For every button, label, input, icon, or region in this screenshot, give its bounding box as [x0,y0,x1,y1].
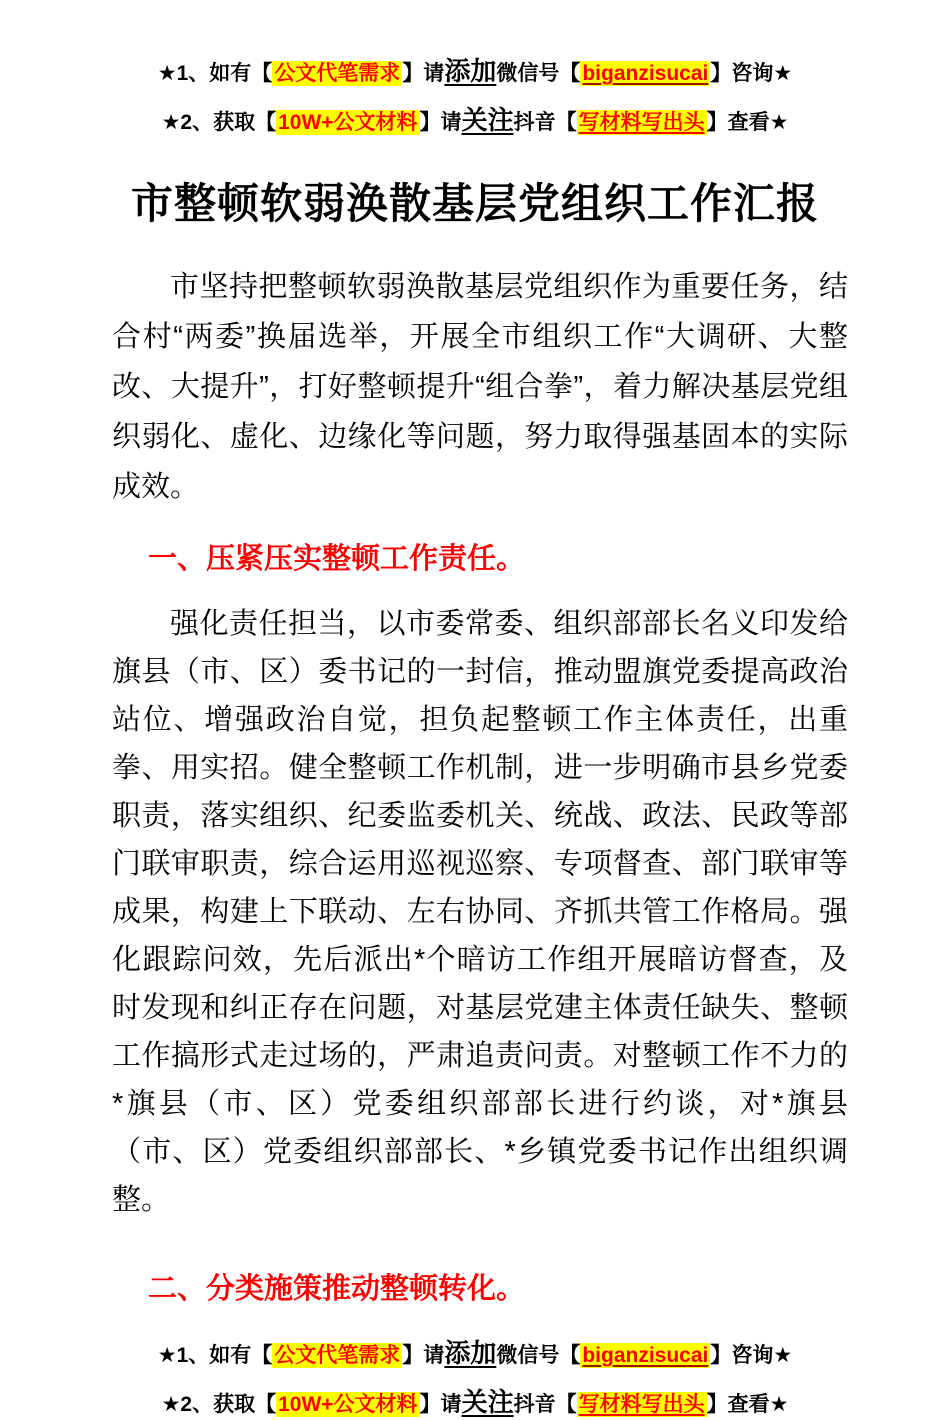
promo-text: 】查看★ [706,111,789,134]
douyin-name-highlight: 写材料写出头 [578,111,705,134]
promo-header [0,0,950,138]
promo-text: 抖音【 [513,111,577,134]
section-1-paragraph: 强化责任担当，以市委常委、组织部部长名义印发给旗县（市、区）委书记的一封信，推动盟旗党委提高政治站位、增强政治自觉，担负起整顿工作主体责任，出重拳、用实招。健全整顿工作机制，进一步明确市县乡党委职责，落实组织、纪委监委机关、统战、政法、民政等部门联审职责，综合运用巡视巡察、专项督查、部门联审等成果，构建上下联动、左右协同、齐抓共管工作格局。强化跟踪问效，先后派出*个暗访工作组开展暗访督查，及时发现和纠正存在问题，对基层党建主体责任缺失、整顿工作搞形式走过场的，严肃追责问责。对整顿工作不力的*旗县（市、区）党委组织部部长进行约谈，对*旗县（市、区）党委组织部部长、*乡镇党委书记作出组织调整。 [112,608,848,1216]
follow-action-emphasis: 关注 [461,105,514,135]
promo-text: 】请 [402,1344,445,1367]
promo-footer-line-1 [0,1338,950,1371]
promo-text: 】请 [419,1393,462,1416]
promo-text: ★2、获取【 [161,111,277,134]
promo-text: 抖音【 [513,1393,577,1416]
page-title: 市整顿软弱涣散基层党组织工作汇报 [130,180,819,227]
promo-footer-line-2 [0,1387,950,1420]
wechat-id-highlight: biganzisucai [582,62,709,85]
intro-paragraph: 市坚持把整顿软弱涣散基层党组织作为重要任务，结合村“两委”换届选举，开展全市组织工作“大调研、大整改、大提升”，打好整顿提升“组合拳”，着力解决基层党组织弱化、虚化、边缘化等问题，努力取得强基固本的实际成效。 [112,271,848,503]
promo-text: 】请 [402,62,445,85]
section-heading-2: 二、分类施策推动整顿转化。 [148,1273,526,1305]
service-need-highlight: 公文代笔需求 [274,62,401,85]
wechat-id-highlight: biganzisucai [582,1344,709,1367]
document-body [112,262,848,1314]
promo-text: 】查看★ [706,1393,789,1416]
material-offer-highlight: 10W+公文材料 [278,1393,418,1416]
add-action-emphasis: 添加 [444,56,497,86]
service-need-highlight: 公文代笔需求 [274,1344,401,1367]
material-offer-highlight: 10W+公文材料 [278,111,418,134]
promo-text: ★1、如有【 [157,1344,273,1367]
add-action-emphasis: 添加 [444,1338,497,1368]
promo-text: ★2、获取【 [161,1393,277,1416]
promo-header-line-2 [0,105,950,138]
section-heading-1: 一、压紧压实整顿工作责任。 [148,543,526,575]
promo-footer [0,1338,950,1420]
promo-text: 微信号【 [496,1344,581,1367]
promo-header-line-1 [0,56,950,89]
promo-text: ★1、如有【 [157,62,273,85]
douyin-name-highlight: 写材料写出头 [578,1393,705,1416]
follow-action-emphasis: 关注 [461,1387,514,1417]
promo-text: 】咨询★ [710,1344,793,1367]
promo-text: 】请 [419,111,462,134]
promo-text: 微信号【 [496,62,581,85]
promo-text: 】咨询★ [710,62,793,85]
